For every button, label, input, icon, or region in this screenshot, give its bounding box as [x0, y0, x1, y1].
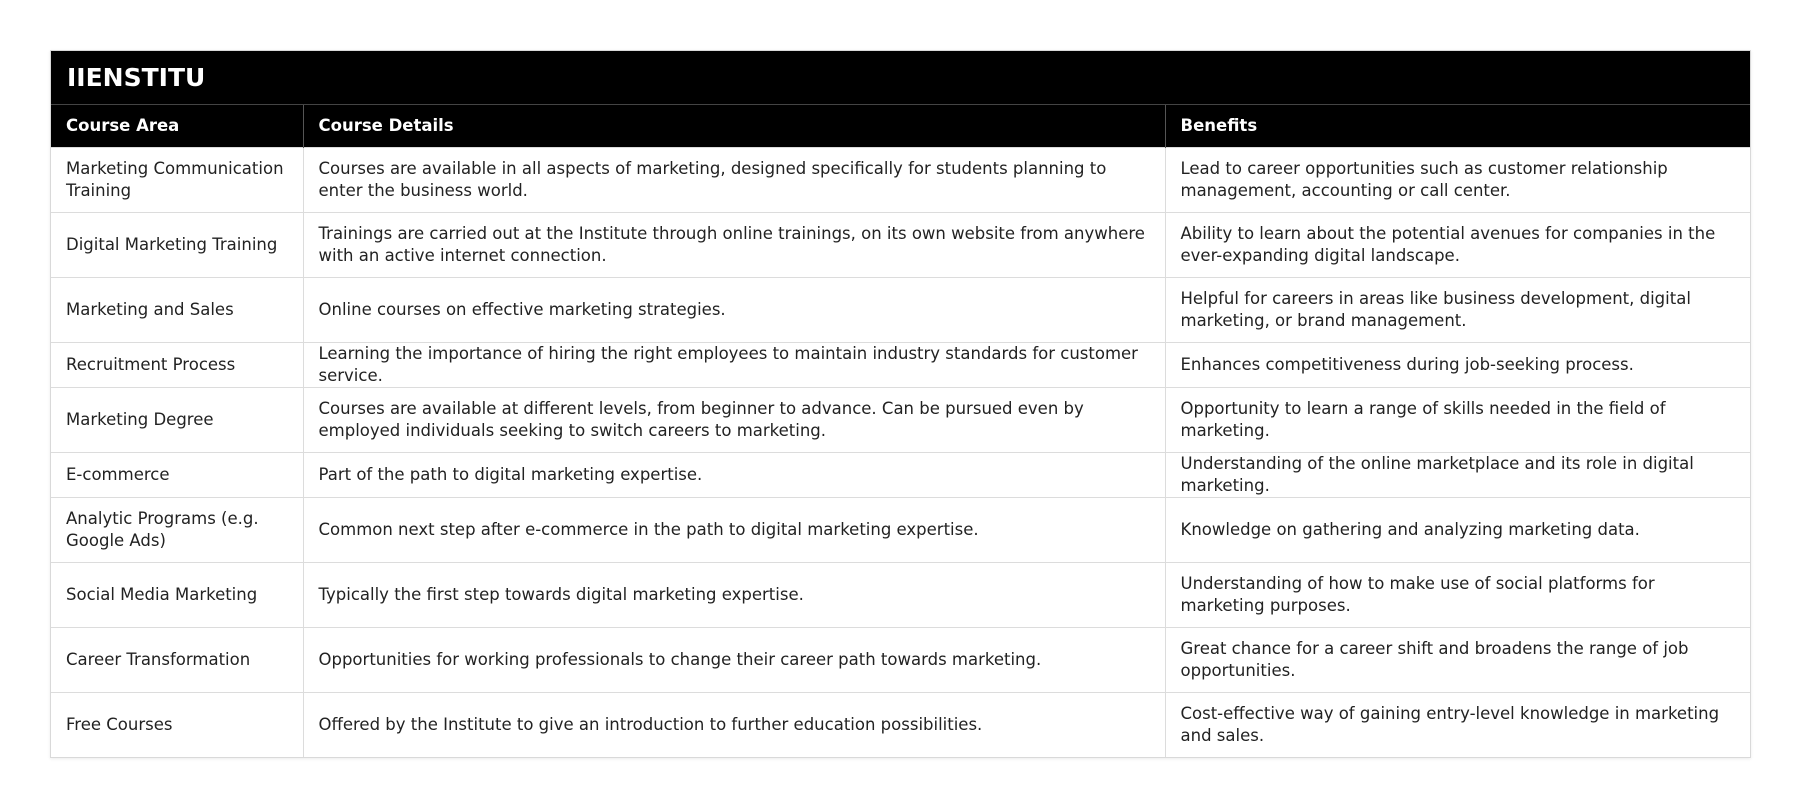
table-row: [51, 387, 1750, 452]
cell-benefits: Knowledge on gathering and analyzing marketing data.: [1165, 497, 1750, 562]
table-title: IIENSTITU: [51, 51, 1750, 105]
cell-course-details: Part of the path to digital marketing expertise.: [303, 452, 1165, 497]
cell-course-details: Trainings are carried out at the Institute through online trainings, on its own website from anywhere with an active internet connection.: [303, 212, 1165, 277]
header-row: [51, 105, 1750, 147]
table-row: [51, 692, 1750, 757]
table-row: [51, 212, 1750, 277]
cell-benefits: Enhances competitiveness during job-seeking process.: [1165, 342, 1750, 387]
table-row: [51, 627, 1750, 692]
cell-benefits: Understanding of the online marketplace and its role in digital marketing.: [1165, 452, 1750, 497]
cell-course-details: Typically the first step towards digital marketing expertise.: [303, 562, 1165, 627]
cell-course-area: Recruitment Process: [51, 342, 303, 387]
cell-course-area: Social Media Marketing: [51, 562, 303, 627]
header-course-area: Course Area: [51, 105, 303, 147]
cell-course-area: Analytic Programs (e.g. Google Ads): [51, 497, 303, 562]
cell-course-area: Marketing and Sales: [51, 277, 303, 342]
cell-benefits: Lead to career opportunities such as customer relationship management, accounting or call center.: [1165, 147, 1750, 212]
cell-benefits: Cost-effective way of gaining entry-level knowledge in marketing and sales.: [1165, 692, 1750, 757]
header-course-details: Course Details: [303, 105, 1165, 147]
cell-course-area: Career Transformation: [51, 627, 303, 692]
course-table: [50, 50, 1751, 758]
cell-course-details: Online courses on effective marketing strategies.: [303, 277, 1165, 342]
cell-course-details: Opportunities for working professionals to change their career path towards marketing.: [303, 627, 1165, 692]
cell-course-details: Learning the importance of hiring the right employees to maintain industry standards for customer service.: [303, 342, 1165, 387]
cell-benefits: Understanding of how to make use of social platforms for marketing purposes.: [1165, 562, 1750, 627]
cell-course-details: Offered by the Institute to give an introduction to further education possibilities.: [303, 692, 1165, 757]
cell-benefits: Opportunity to learn a range of skills needed in the field of marketing.: [1165, 387, 1750, 452]
cell-benefits: Helpful for careers in areas like business development, digital marketing, or brand management.: [1165, 277, 1750, 342]
table-row: [51, 342, 1750, 387]
cell-course-area: Free Courses: [51, 692, 303, 757]
table-row: [51, 147, 1750, 212]
cell-course-details: Common next step after e-commerce in the path to digital marketing expertise.: [303, 497, 1165, 562]
cell-course-area: Marketing Communication Training: [51, 147, 303, 212]
cell-course-area: E-commerce: [51, 452, 303, 497]
course-data-table: [51, 105, 1750, 757]
cell-course-details: Courses are available at different levels, from beginner to advance. Can be pursued even by employed individuals seeking to switch careers to marketing.: [303, 387, 1165, 452]
header-benefits: Benefits: [1165, 105, 1750, 147]
cell-course-details: Courses are available in all aspects of marketing, designed specifically for students planning to enter the business world.: [303, 147, 1165, 212]
cell-benefits: Ability to learn about the potential avenues for companies in the ever-expanding digital landscape.: [1165, 212, 1750, 277]
cell-course-area: Digital Marketing Training: [51, 212, 303, 277]
cell-course-area: Marketing Degree: [51, 387, 303, 452]
cell-benefits: Great chance for a career shift and broadens the range of job opportunities.: [1165, 627, 1750, 692]
table-row: [51, 562, 1750, 627]
table-row: [51, 452, 1750, 497]
table-row: [51, 277, 1750, 342]
table-row: [51, 497, 1750, 562]
